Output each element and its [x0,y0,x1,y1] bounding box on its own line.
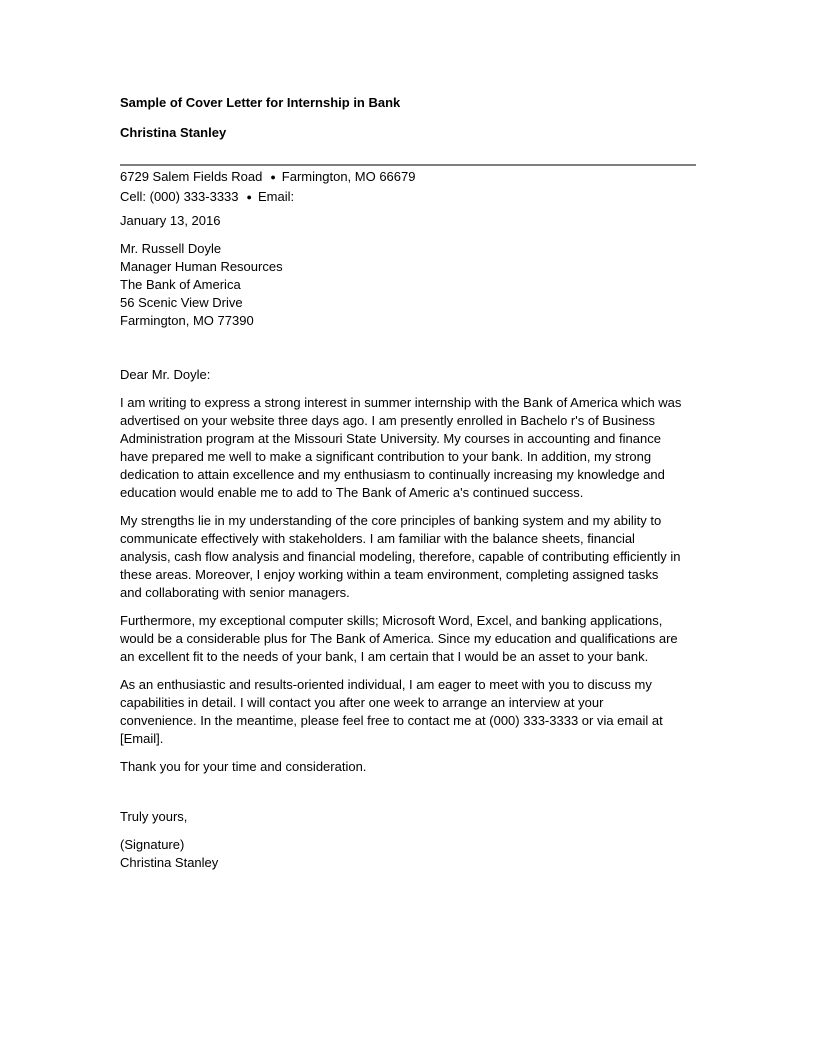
paragraph-line: communicate effectively with stakeholders. I am familiar with the balance sheets, financial [120,531,635,546]
paragraph-line: dedication to attain excellence and my enthusiasm to continually increasing my knowledge and [120,467,665,482]
paragraph-line: would be a considerable plus for The Bank of America. Since my education and qualifications are [120,631,678,646]
paragraph-line: Administration program at the Missouri State University. My courses in accounting and finance [120,431,661,446]
street-address: 6729 Salem Fields Road [120,169,263,184]
recipient-street: 56 Scenic View Drive [120,295,243,310]
body-paragraph-3 [120,612,700,666]
paragraph-line: Furthermore, my exceptional computer skills; Microsoft Word, Excel, and banking applications, [120,613,663,628]
phone-email-line [120,188,700,206]
paragraph-line: capabilities in detail. I will contact you after one week to arrange an interview at your [120,695,604,710]
signature-placeholder: (Signature) [120,837,185,852]
body-paragraph-2 [120,512,700,602]
paragraph-line: My strengths lie in my understanding of the core principles of banking system and my ability to [120,513,662,528]
body-paragraph-1 [120,394,700,502]
cell-phone: Cell: (000) 333-3333 [120,189,239,204]
recipient-city: Farmington, MO 77390 [120,313,254,328]
paragraph-line: advertised on your website three days ago. I am presently enrolled in Bachelo r's of Business [120,413,656,428]
recipient-name: Mr. Russell Doyle [120,241,222,256]
paragraph-line: I am writing to express a strong interest in summer internship with the Bank of America which was [120,395,682,410]
header-divider [120,164,696,166]
document-title: Sample of Cover Letter for Internship in Bank [120,95,401,110]
paragraph-line: and collaborating with senior managers. [120,585,350,600]
recipient-title: Manager Human Resources [120,259,283,274]
paragraph-line: an excellent fit to the needs of your bank, I am certain that I would be an asset to your bank. [120,649,649,664]
thanks-line: Thank you for your time and consideration. [120,759,367,774]
bullet-icon: ● [246,192,252,202]
paragraph-line: education would enable me to add to The Bank of Americ a's continued success. [120,485,584,500]
bullet-icon: ● [270,172,276,182]
salutation: Dear Mr. Doyle: [120,367,211,382]
address-line [120,168,700,186]
city-state-zip: Farmington, MO 66679 [281,169,416,184]
recipient-block [120,240,700,330]
paragraph-line: have prepared me well to make a significant contribution to your bank. In addition, my strong [120,449,652,464]
letter-date: January 13, 2016 [120,213,221,228]
signer-name: Christina Stanley [120,855,219,870]
recipient-company: The Bank of America [120,277,241,292]
letter-content [120,94,700,872]
paragraph-line: [Email]. [120,731,164,746]
body-paragraph-4 [120,676,700,748]
paragraph-line: As an enthusiastic and results-oriented individual, I am eager to meet with you to discuss my [120,677,652,692]
email-label: Email: [257,189,295,204]
paragraph-line: convenience. In the meantime, please feel free to contact me at (000) 333-3333 or via email at [120,713,663,728]
paragraph-line: analysis, cash flow analysis and financial modeling, therefore, capable of contributing efficiently in [120,549,681,564]
signoff: Truly yours, [120,809,188,824]
author-name: Christina Stanley [120,125,227,140]
paragraph-line: these areas. Moreover, I enjoy working within a team environment, completing assigned tasks [120,567,659,582]
